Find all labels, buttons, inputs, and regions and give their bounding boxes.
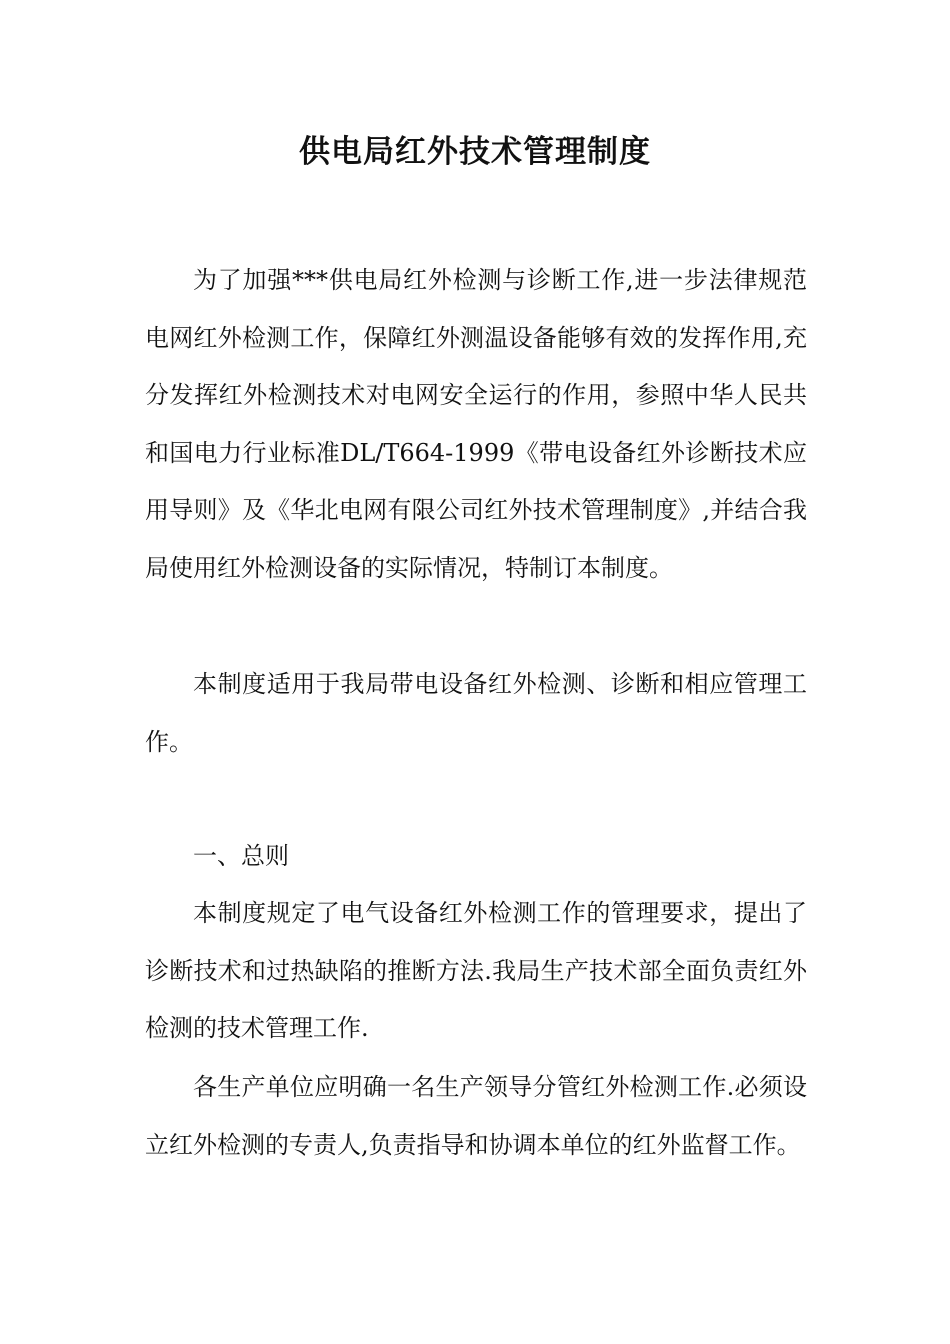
general-paragraph-2: 各生产单位应明确一名生产领导分管红外检测工作.必须设立红外检测的专责人,负责指导和协调本单位的红外监督工作。 xyxy=(145,1073,807,1159)
document-title: 供电局红外技术管理制度 xyxy=(299,134,651,170)
section-heading: 一、总则 xyxy=(193,842,289,870)
intro-paragraph: 为了加强***供电局红外检测与诊断工作,进一步法律规范电网红外检测工作，保障红外测温设备能够有效的发挥作用,充分发挥红外检测技术对电网安全运行的作用，参照中华人民共和国电力行业标准DL/T664-1999《带电设备红外诊断技术应用导则》及《华北电网有限公司红外技术管理制度》,并结合我局使用红外检测设备的实际情况，特制订本制度。 xyxy=(145,266,807,582)
scope-paragraph: 本制度适用于我局带电设备红外检测、诊断和相应管理工作。 xyxy=(145,670,807,756)
general-paragraph-1: 本制度规定了电气设备红外检测工作的管理要求，提出了诊断技术和过热缺陷的推断方法.我局生产技术部全面负责红外检测的技术管理工作. xyxy=(145,899,807,1042)
